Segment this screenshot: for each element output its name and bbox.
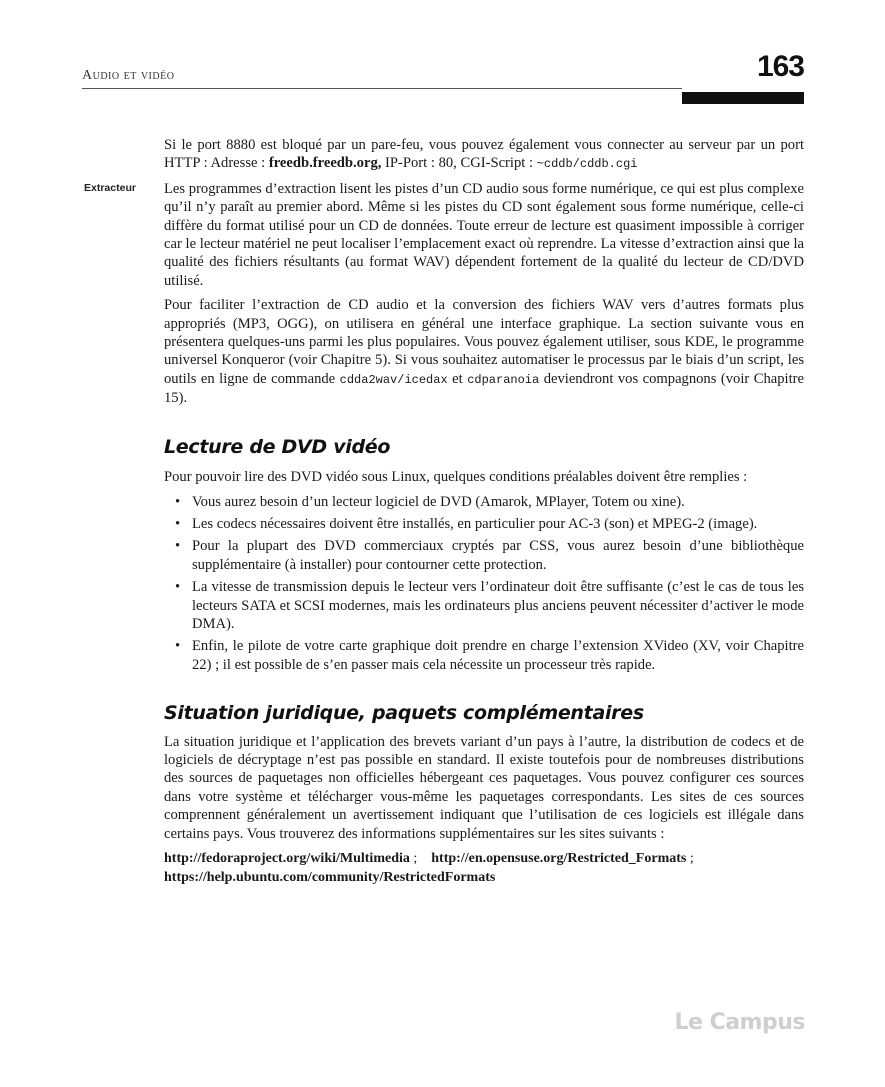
- running-header: [82, 50, 804, 104]
- bullet: •: [175, 493, 181, 510]
- paragraph-extraction: Les programmes d’extraction lisent les pistes d’un CD audio sous forme numérique, ce qui est plus complexe qu’il n’y paraît au premier abord. Même si les pistes du CD sont également sous forme numérique, celle-ci diffère du format utilisé pour un CD de données. Toute erreur de lecture est quasiment impossible à corriger car le lecteur matériel ne peut localiser l’emplacement exact où reprendre. La vitesse d’extraction ainsi que la qualité des fichiers résultants (au format WAV) dépendent fortement de la qualité du lecteur de CD/DVD utilisé.: [164, 180, 804, 289]
- bullet: •: [175, 515, 181, 532]
- section-heading-legal: Situation juridique, paquets complémentaires: [164, 702, 644, 725]
- cgi-script-path: ~cddb/cddb.cgi: [536, 157, 638, 172]
- list-item: • Vous aurez besoin d’un lecteur logiciel de DVD (Amarok, MPlayer, Totem ou xine).: [175, 493, 685, 510]
- host-link: freedb.freedb.org,: [268, 155, 382, 172]
- list-item: • La vitesse de transmission depuis le lecteur vers l’ordinateur doit être suffisante (c’est le cas de tous les lecteurs SATA et SCSI modernes, mais les ordinateurs plus anciens peuvent nécessiter d’activer le mode DMA).: [175, 579, 804, 632]
- chapter-title: Audio et vidéo: [82, 68, 175, 83]
- header-bar: [682, 92, 804, 104]
- dvd-requirements-list: [164, 493, 804, 675]
- link-separator: ;: [413, 851, 418, 866]
- page-number: 163: [756, 50, 804, 83]
- main-content: [164, 136, 804, 887]
- list-item: • Enfin, le pilote de votre carte graphique doit prendre en charge l’extension XVideo (XV, voir Chapitre 22) ; il est possible de s’en passer mais cela nécessite un processeur très rapide.: [175, 638, 804, 673]
- list-item: • Pour la plupart des DVD commerciaux cryptés par CSS, vous aurez besoin d’une bibliothèque supplémentaire (à installer) pour contourner cette protection.: [175, 538, 804, 573]
- link-opensuse[interactable]: http://en.opensuse.org/Restricted_Formats: [431, 851, 687, 866]
- paragraph-port: Si le port 8880 est bloqué par un pare-feu, vous pouvez également vous connecter au serveur par un port HTTP : Adresse : freedb.freedb.org, IP-Port : 80, CGI-Script : ~cddb/cddb.cgi: [164, 137, 804, 172]
- bullet: •: [175, 638, 181, 655]
- margin-note: Extracteur: [84, 182, 136, 194]
- section-heading-dvd: Lecture de DVD vidéo: [164, 435, 391, 458]
- command-cdda2wav: cdda2wav/icedax: [339, 372, 448, 387]
- dvd-intro: Pour pouvoir lire des DVD vidéo sous Linux, quelques conditions préalables doivent être remplies :: [164, 469, 748, 486]
- bullet: •: [175, 579, 181, 596]
- command-cdparanoia: cdparanoia: [467, 372, 540, 387]
- bullet: •: [175, 538, 181, 555]
- list-item: • Les codecs nécessaires doivent être installés, en particulier pour AC-3 (son) et MPEG-2 (image).: [175, 515, 758, 532]
- legal-paragraph: La situation juridique et l’application des brevets variant d’un pays à l’autre, la distribution de codecs et de logiciels de décryptage n’est pas possible en standard. Il existe toutefois pour de nombreuses distributions des sources de paquetages non officielles hébergeant ces paquetages. Vous pouvez configurer ces sources dans votre système et télécharger vous-même les paquetages correspondants. Les sites de ces sources comprennent généralement un avertissement indiquant que l’utilisation de ces logiciels est illégale dans certains pays. Vous trouverez des informations supplémentaires sur les sites suivants :: [164, 733, 804, 842]
- links-block: [164, 849, 804, 887]
- publisher-logo: Le Campus: [674, 1010, 805, 1035]
- link-separator: ;: [689, 851, 694, 866]
- link-ubuntu[interactable]: https://help.ubuntu.com/community/RestrictedFormats: [164, 870, 496, 885]
- header-rule: [82, 88, 682, 89]
- link-fedora[interactable]: http://fedoraproject.org/wiki/Multimedia: [164, 851, 410, 866]
- paragraph-conversion: Pour faciliter l’extraction de CD audio et la conversion des fichiers WAV vers d’autres formats plus appropriés (MP3, OGG), on utilisera en général une interface graphique. La section suivante vous en présentera quelques-uns parmi les plus populaires. Vous pouvez également utiliser, sous KDE, le programme universel Konqueror (voir Chapitre 5). Si vous souhaitez automatiser le processus par le biais d’un script, les outils en ligne de commande cdda2wav/icedax et cdparanoia deviendront vos compagnons (voir Chapitre 15).: [164, 297, 805, 407]
